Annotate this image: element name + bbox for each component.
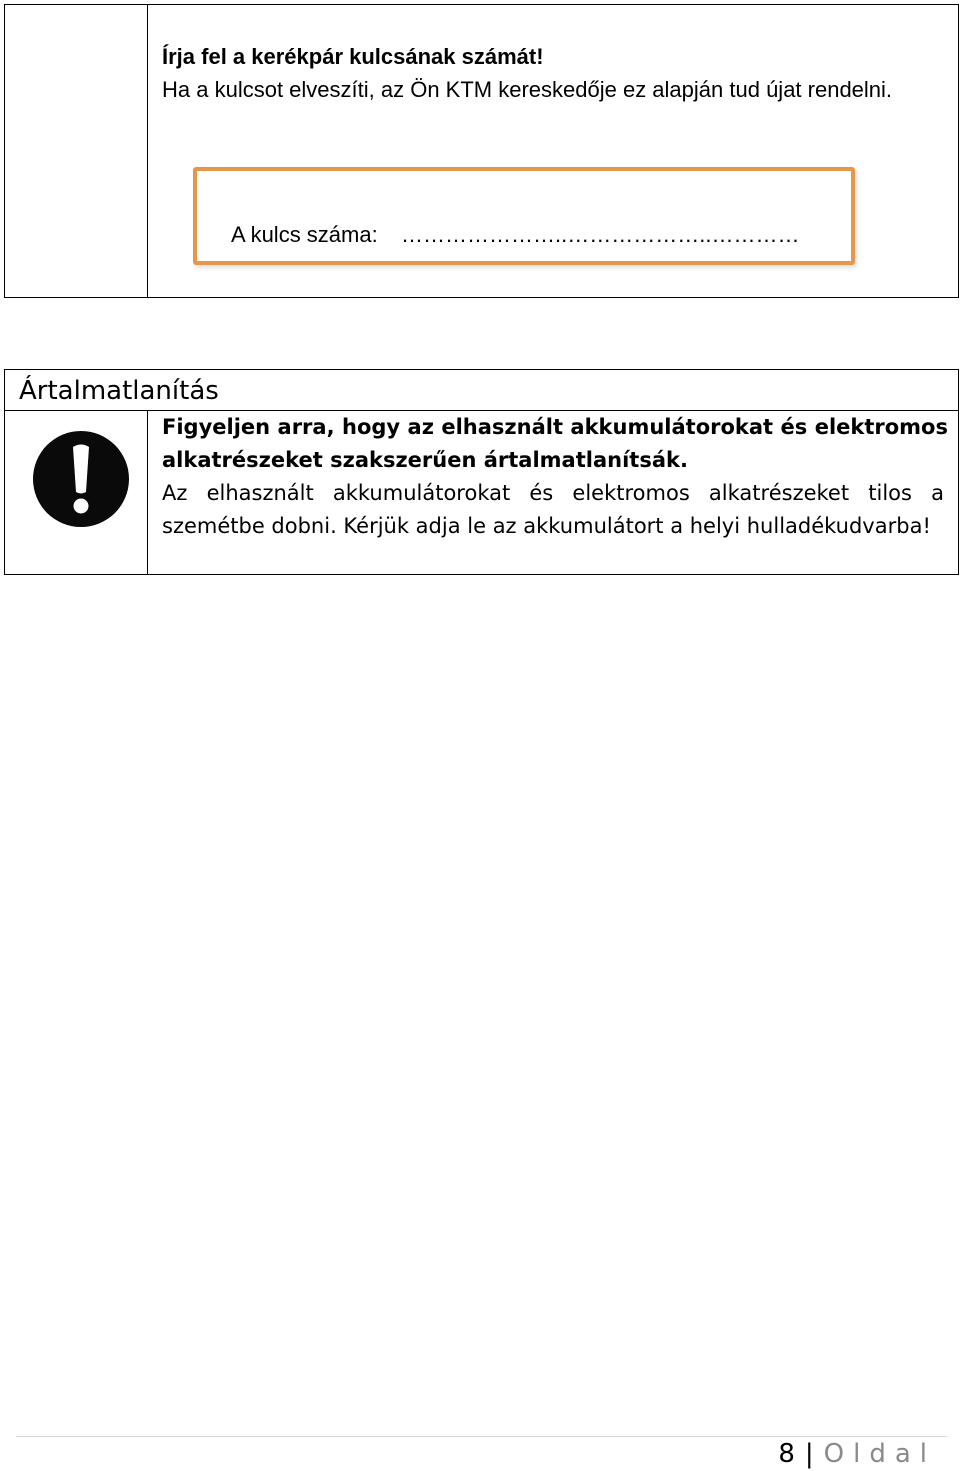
disposal-table [4, 369, 959, 575]
key-table-empty-cell [5, 5, 148, 297]
disposal-icon-cell [5, 411, 148, 574]
key-number-field[interactable]: …………………..………………..………… [401, 222, 800, 247]
page-number: 8 [778, 1439, 795, 1469]
key-number-box [193, 167, 855, 265]
disposal-body-text: Az elhasznált akkumulátorokat és elektromos alkatrészeket tilos a szemétbe dobni. Kérjük adja le az akkumulátort a helyi hulladékudvarba! [162, 481, 944, 538]
disposal-title: Ártalmatlanítás [19, 376, 219, 406]
disposal-warning-text: Figyeljen arra, hogy az elhasznált akkumulátorokat és elektromos alkatrészeket szakszerűen ártalmatlanítsák. [162, 415, 948, 472]
key-section-title: Írja fel a kerékpár kulcsának számát! [162, 44, 544, 69]
disposal-header-row [5, 370, 958, 411]
footer-separator: | [804, 1439, 814, 1469]
key-number-label: A kulcs száma: [231, 222, 378, 247]
page-label: Oldal [823, 1439, 936, 1469]
key-table-content-cell [148, 5, 958, 297]
page-footer [778, 1437, 936, 1471]
key-number-table [4, 4, 959, 298]
disposal-text-cell [148, 411, 958, 574]
exclamation-circle-icon [31, 429, 131, 529]
key-section-description: Ha a kulcsot elveszíti, az Ön KTM kereskedője ez alapján tud újat rendelni. [162, 77, 893, 102]
